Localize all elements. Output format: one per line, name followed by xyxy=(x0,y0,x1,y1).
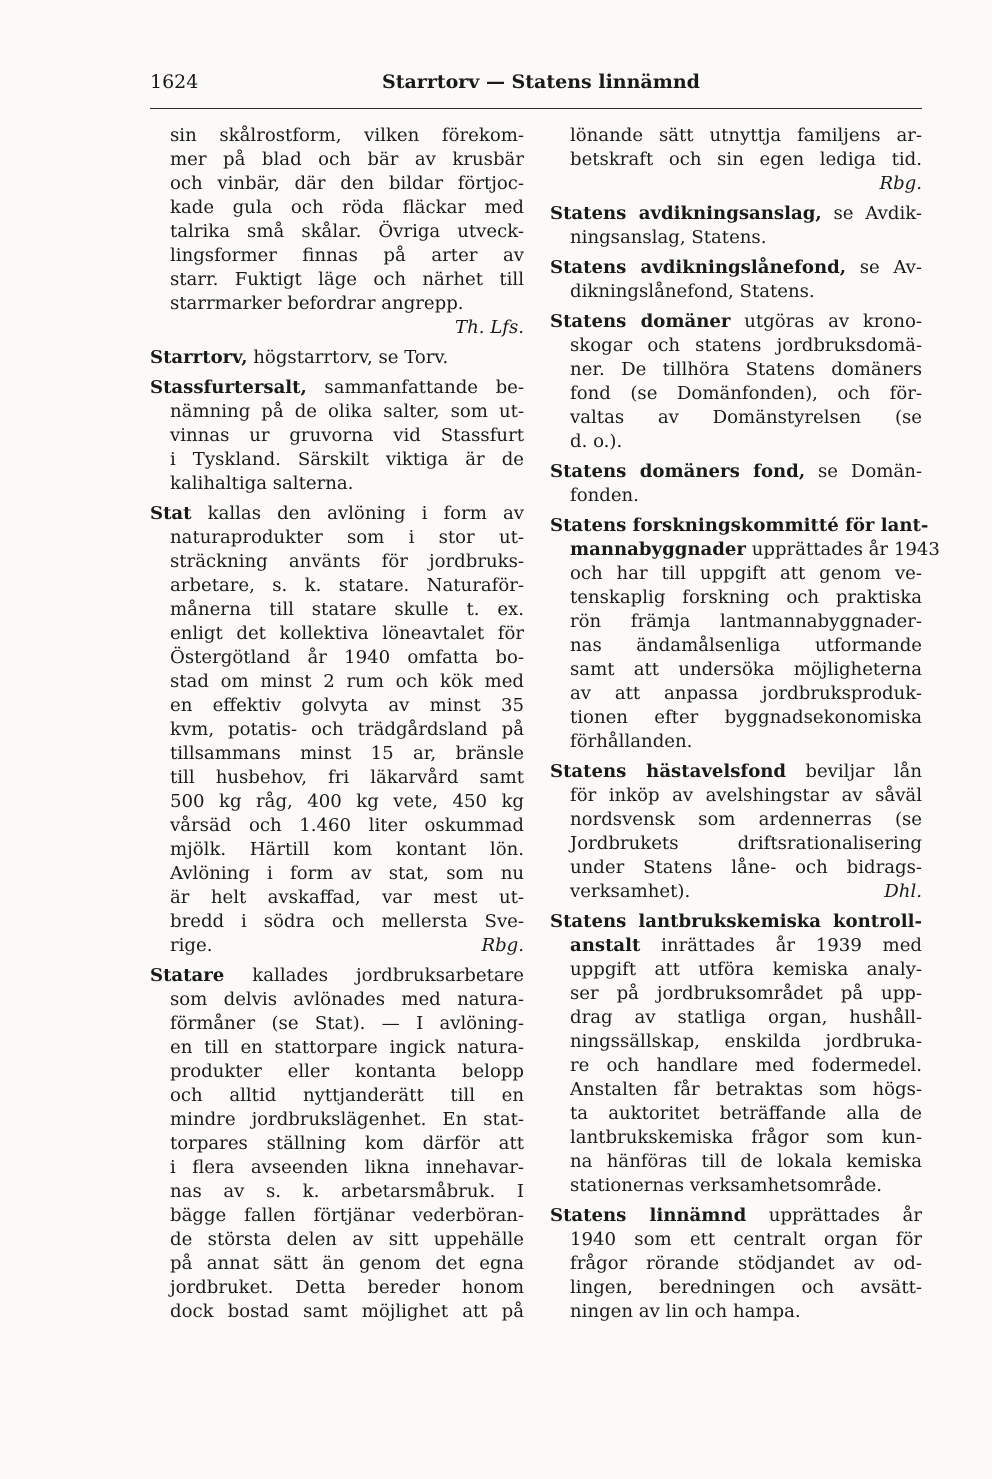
text-line xyxy=(150,886,524,910)
entry-headword: Statens hästavelsfond xyxy=(550,761,787,782)
entry-headword: Starrtorv, xyxy=(150,347,248,368)
text-line xyxy=(150,1060,524,1084)
entry-text: vårsäd och 1.460 liter oskummad xyxy=(170,815,524,836)
text-line xyxy=(150,148,524,172)
entry-text: kallades jordbruksarbetare xyxy=(252,965,524,986)
entry-text: betskraft och sin egen lediga tid. xyxy=(570,149,922,170)
entry-headword: anstalt xyxy=(570,935,641,956)
entry-text: enligt det kollektiva löneavtalet för xyxy=(170,623,524,644)
text-line xyxy=(550,310,922,334)
entry-text: förhållanden. xyxy=(570,731,693,752)
entry-text: na hänföras till de lokala kemiska xyxy=(570,1151,922,1172)
entry-text: ner. De tillhöra Statens domäners xyxy=(570,359,922,380)
entry-text: se Domän- xyxy=(818,461,922,482)
text-line xyxy=(550,172,922,196)
entry-text: 1940 som ett centralt organ för xyxy=(570,1229,922,1250)
author-signature: Th. Lfs. xyxy=(455,317,524,338)
text-line xyxy=(550,1228,922,1252)
text-line xyxy=(150,376,524,400)
text-line xyxy=(550,148,922,172)
entry-text: kvm, potatis- och trädgårdsland på xyxy=(170,719,524,740)
text-line xyxy=(550,760,922,784)
text-line xyxy=(550,910,922,934)
text-line xyxy=(150,1276,524,1300)
entry-text: produkter eller kontanta belopp xyxy=(170,1061,524,1082)
entry-headword: Statens avdikningsanslag, xyxy=(550,203,822,224)
entry-text: se Av- xyxy=(859,257,922,278)
entry-text: till husbehov, fri läkarvård samt xyxy=(170,767,524,788)
text-line xyxy=(150,292,524,316)
text-line xyxy=(550,538,940,562)
entry-text: torpares ställning kom därför att xyxy=(170,1133,524,1154)
right-column xyxy=(550,124,940,1324)
entry-text: tillsammans minst 15 ar, bränsle xyxy=(170,743,524,764)
entry-text: och vinbär, där den bildar förtjoc- xyxy=(170,173,524,194)
text-line xyxy=(550,658,922,682)
entry-headword: Statens lantbrukskemiska kontroll- xyxy=(550,911,922,932)
text-line xyxy=(150,1180,524,1204)
text-line xyxy=(550,430,922,454)
text-line xyxy=(150,1084,524,1108)
text-line xyxy=(550,334,922,358)
text-line xyxy=(550,202,922,226)
entry-text: och har till uppgift att genom ve- xyxy=(570,563,922,584)
text-line xyxy=(150,1108,524,1132)
text-line xyxy=(150,1252,524,1276)
entry-headword: Statens domäners fond, xyxy=(550,461,806,482)
text-line xyxy=(550,256,922,280)
text-line xyxy=(150,838,524,862)
entry-text: sträckning använts för jordbruks- xyxy=(170,551,524,572)
text-line xyxy=(150,220,524,244)
entry-text: dikningslånefond, Statens. xyxy=(570,281,815,302)
text-line xyxy=(550,226,922,250)
text-line xyxy=(550,610,922,634)
text-line xyxy=(550,586,922,610)
text-line xyxy=(150,646,524,670)
text-line xyxy=(150,244,524,268)
text-line xyxy=(150,268,524,292)
header-rule xyxy=(150,108,922,109)
entry-text: rige. xyxy=(170,935,213,956)
text-line xyxy=(150,526,524,550)
text-line xyxy=(150,964,524,988)
page-number: 1624 xyxy=(150,71,199,93)
text-line xyxy=(150,1300,524,1324)
entry-text: fonden. xyxy=(570,485,639,506)
text-line xyxy=(150,424,524,448)
text-line xyxy=(550,958,922,982)
entry-text: rön främja lantmannabyggnader- xyxy=(570,611,922,632)
entry-text: ser på jordbruksområdet på upp- xyxy=(570,983,922,1004)
entry-text: en effektiv golvyta av minst 35 xyxy=(170,695,524,716)
entry-headword: Statens linnämnd xyxy=(550,1205,747,1226)
entry-text: naturaprodukter som i stor ut- xyxy=(170,527,524,548)
text-line xyxy=(150,718,524,742)
entry-text: re och handlare med fodermedel. xyxy=(570,1055,922,1076)
text-line xyxy=(150,910,524,934)
entry-text: högstarrtorv, se Torv. xyxy=(253,347,449,368)
text-line xyxy=(550,280,922,304)
text-line xyxy=(150,472,524,496)
text-line xyxy=(150,622,524,646)
entry-text: jordbruket. Detta bereder honom xyxy=(170,1277,524,1298)
entry-text: mjölk. Härtill kom kontant lön. xyxy=(170,839,524,860)
text-line xyxy=(550,808,922,832)
entry-text: lantbrukskemiska frågor som kun- xyxy=(570,1127,922,1148)
entry-text: dock bostad samt möjlighet att på xyxy=(170,1301,524,1322)
text-line xyxy=(550,514,929,538)
entry-text: ningen av lin och hampa. xyxy=(570,1301,801,1322)
text-line xyxy=(550,1300,922,1324)
text-line xyxy=(550,1030,922,1054)
entry-text: fond (se Domänfonden), och för- xyxy=(570,383,922,404)
entry-text: sammanfattande be- xyxy=(324,377,524,398)
text-line xyxy=(150,346,524,370)
author-signature: Dhl. xyxy=(884,881,922,902)
text-line xyxy=(550,730,922,754)
entry-text: stationernas verksamhetsområde. xyxy=(570,1175,883,1196)
text-line xyxy=(150,670,524,694)
text-line xyxy=(550,856,922,880)
entry-headword: Statens domäner xyxy=(550,311,731,332)
text-line xyxy=(550,982,922,1006)
entry-text: ta auktoritet beträffande alla de xyxy=(570,1103,922,1124)
entry-text: en till en stattorpare ingick natura- xyxy=(170,1037,524,1058)
entry-text: för inköp av avelshingstar av såväl xyxy=(570,785,922,806)
entry-text: mindre jordbrukslägenhet. En stat- xyxy=(170,1109,524,1130)
author-signature: Rbg. xyxy=(879,173,922,194)
author-signature: Rbg. xyxy=(481,935,524,956)
entry-text: och alltid nyttjanderätt till en xyxy=(170,1085,524,1106)
entry-text: utgöras av krono- xyxy=(744,311,922,332)
text-line xyxy=(150,1156,524,1180)
entry-text: nämning på de olika salter, som ut- xyxy=(170,401,524,422)
entry-text: uppgift att utföra kemiska analy- xyxy=(570,959,922,980)
entry-headword: Statens avdikningslånefond, xyxy=(550,257,847,278)
running-header xyxy=(150,71,920,101)
entry-text: inrättades år 1939 med xyxy=(661,935,922,956)
text-line xyxy=(550,682,922,706)
text-line xyxy=(150,502,524,526)
text-line xyxy=(150,316,524,340)
entry-text: Anstalten får betraktas som högs- xyxy=(570,1079,922,1100)
entry-text: valtas av Domänstyrelsen (se xyxy=(570,407,922,428)
text-line xyxy=(150,1036,524,1060)
entry-text: nas av s. k. arbetarsmåbruk. I xyxy=(170,1181,524,1202)
text-line xyxy=(150,124,524,148)
entry-text: i flera avseenden likna innehavar- xyxy=(170,1157,524,1178)
text-line xyxy=(150,598,524,622)
text-line xyxy=(550,880,922,904)
entry-text: under Statens låne- och bidrags- xyxy=(570,857,922,878)
text-line xyxy=(550,406,922,430)
text-line xyxy=(150,1228,524,1252)
entry-text: upprättades år 1943 xyxy=(751,539,940,560)
entry-text: i Tyskland. Särskilt viktiga är de xyxy=(170,449,524,470)
text-line xyxy=(550,382,922,406)
entry-text: starrmarker befordrar angrepp. xyxy=(170,293,464,314)
text-line xyxy=(150,172,524,196)
text-line xyxy=(550,562,922,586)
entry-text: bredd i södra och mellersta Sve- xyxy=(170,911,524,932)
entry-text: frågor rörande stödjandet av od- xyxy=(570,1253,922,1274)
text-line xyxy=(150,574,524,598)
text-line xyxy=(150,196,524,220)
text-line xyxy=(550,1006,922,1030)
text-line xyxy=(150,1132,524,1156)
entry-text: kallas den avlöning i form av xyxy=(207,503,524,524)
text-line xyxy=(550,1078,922,1102)
entry-text: Avlöning i form av stat, som nu xyxy=(170,863,524,884)
text-line xyxy=(550,1252,922,1276)
entry-headword: Stat xyxy=(150,503,192,524)
text-line xyxy=(550,124,922,148)
text-line xyxy=(550,706,922,730)
entry-text: lönande sätt utnyttja familjens ar- xyxy=(570,125,922,146)
text-line xyxy=(150,1204,524,1228)
entry-text: 500 kg råg, 400 kg vete, 450 kg xyxy=(170,791,524,812)
text-line xyxy=(150,766,524,790)
text-line xyxy=(550,1054,922,1078)
text-line xyxy=(550,484,922,508)
text-line xyxy=(150,448,524,472)
entry-text: mer på blad och bär av krusbär xyxy=(170,149,524,170)
entry-text: samt att undersöka möjligheterna xyxy=(570,659,922,680)
entry-text: Jordbrukets driftsrationalisering xyxy=(570,833,922,854)
entry-text: starr. Fuktigt läge och närhet till xyxy=(170,269,524,290)
running-title: Starrtorv — Statens linnämnd xyxy=(382,71,700,93)
text-line xyxy=(550,1126,922,1150)
entry-headword: Stassfurtersalt, xyxy=(150,377,307,398)
entry-text: månerna till statare skulle t. ex. xyxy=(170,599,524,620)
entry-text: lingen, beredningen och avsätt- xyxy=(570,1277,922,1298)
entry-text: är helt avskaffad, var mest ut- xyxy=(170,887,524,908)
entry-text: ningsanslag, Statens. xyxy=(570,227,767,248)
entry-text: ningssällskap, enskilda jordbruka- xyxy=(570,1031,922,1052)
entry-text: sin skålrostform, vilken förekom- xyxy=(170,125,524,146)
entry-text: beviljar lån xyxy=(805,761,922,782)
entry-text: bägge fallen förtjänar vederböran- xyxy=(170,1205,524,1226)
text-line xyxy=(150,790,524,814)
entry-text: tionen efter byggnadsekonomiska xyxy=(570,707,922,728)
text-line xyxy=(150,1012,524,1036)
entry-text: av att anpassa jordbruksproduk- xyxy=(570,683,922,704)
text-line xyxy=(550,784,922,808)
entry-headword: mannabyggnader xyxy=(570,539,746,560)
entry-text: vinnas ur gruvorna vid Stassfurt xyxy=(170,425,524,446)
entry-text: förmåner (se Stat). — I avlöning- xyxy=(170,1013,524,1034)
entry-text: drag av statliga organ, hushåll- xyxy=(570,1007,922,1028)
entry-text: se Avdik- xyxy=(833,203,922,224)
text-line xyxy=(550,1174,922,1198)
text-line xyxy=(150,862,524,886)
entry-text: nas ändamålsenliga utformande xyxy=(570,635,922,656)
entry-text: tenskaplig forskning och praktiska xyxy=(570,587,922,608)
entry-text: lingsformer finnas på arter av xyxy=(170,245,524,266)
text-line xyxy=(550,1150,922,1174)
text-line xyxy=(150,400,524,424)
entry-text: nordsvensk som ardennerras (se xyxy=(570,809,922,830)
text-line xyxy=(150,988,524,1012)
text-line xyxy=(150,550,524,574)
entry-text: Östergötland år 1940 omfatta bo- xyxy=(170,647,524,668)
entry-text: stad om minst 2 rum och kök med xyxy=(170,671,524,692)
entry-text: kade gula och röda fläckar med xyxy=(170,197,524,218)
text-line xyxy=(150,934,524,958)
text-line xyxy=(550,634,922,658)
entry-headword: Statens forskningskommitté för lant- xyxy=(550,515,929,536)
left-column xyxy=(150,124,524,1324)
text-line xyxy=(150,694,524,718)
text-line xyxy=(550,934,922,958)
entry-text: talrika små skålar. Övriga utveck- xyxy=(170,221,524,242)
text-line xyxy=(150,742,524,766)
entry-headword: Statare xyxy=(150,965,225,986)
entry-text: verksamhet). xyxy=(570,881,691,902)
entry-text: på annat sätt än genom det egna xyxy=(170,1253,524,1274)
text-line xyxy=(550,358,922,382)
text-line xyxy=(550,832,922,856)
text-line xyxy=(550,1276,922,1300)
entry-text: skogar och statens jordbruksdomä- xyxy=(570,335,922,356)
entry-text: som delvis avlönades med natura- xyxy=(170,989,524,1010)
text-line xyxy=(150,814,524,838)
text-line xyxy=(550,1102,922,1126)
entry-text: d. o.). xyxy=(570,431,623,452)
entry-text: de största delen av sitt uppehälle xyxy=(170,1229,524,1250)
entry-text: arbetare, s. k. statare. Naturaför- xyxy=(170,575,524,596)
entry-text: upprättades år xyxy=(768,1205,922,1226)
entry-text: kalihaltiga salterna. xyxy=(170,473,354,494)
text-line xyxy=(550,460,922,484)
text-line xyxy=(550,1204,922,1228)
